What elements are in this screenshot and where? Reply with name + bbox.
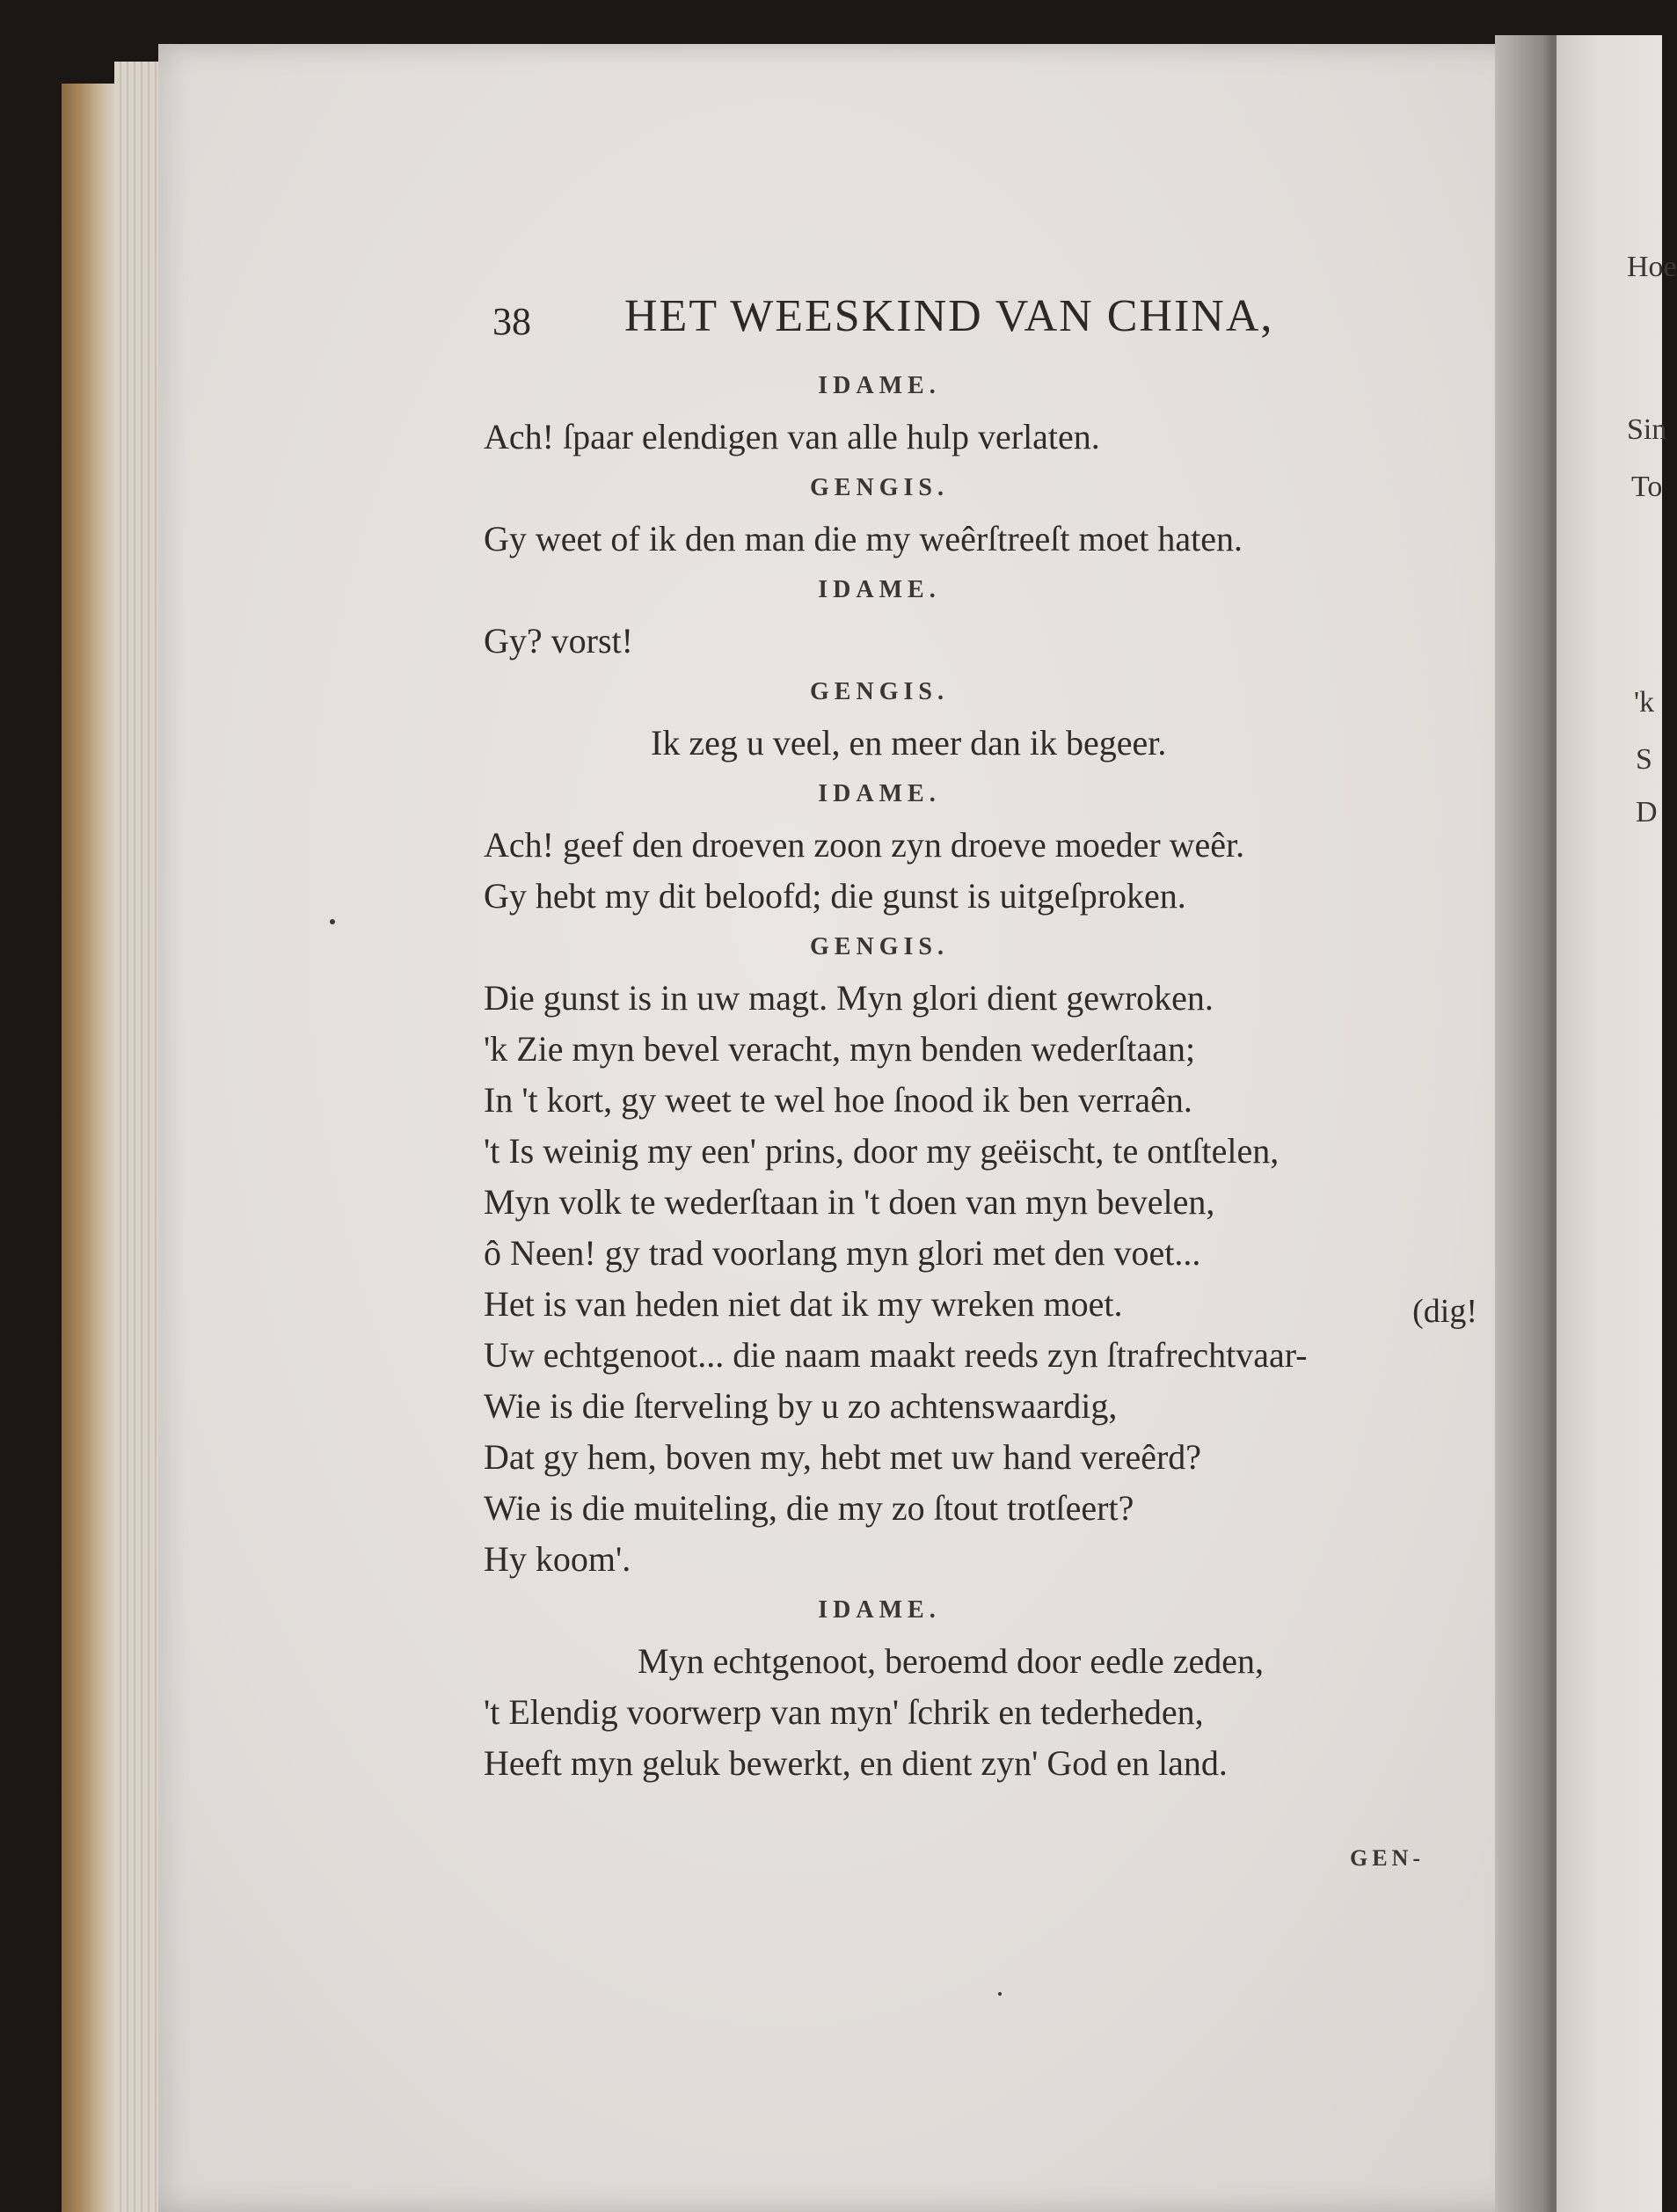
verse-text: Uw echtgenoot... die naam maakt reeds zyn ſtrafrechtvaar- bbox=[484, 1335, 1308, 1375]
speaker-name bbox=[484, 361, 1275, 412]
verse-text: Gy weet of ik den man die my weêrſtreeſt moet haten. bbox=[484, 519, 1243, 558]
verse-text: 'k Zie myn bevel veracht, myn benden wederſtaan; bbox=[484, 1029, 1196, 1069]
verse-text: 't Is weinig my een' prins, door my geëischt, te ontſtelen, bbox=[484, 1131, 1280, 1171]
verse-text: Het is van heden niet dat ik my wreken moet. bbox=[484, 1284, 1123, 1324]
speaker-label: IDAME. bbox=[818, 372, 941, 399]
verse-line bbox=[484, 514, 1451, 565]
verse-text: Gy hebt my dit beloofd; die gunst is uitgeſproken. bbox=[484, 876, 1186, 916]
running-title: HET WEESKIND VAN CHINA, bbox=[624, 291, 1274, 341]
facing-fragment: D bbox=[1636, 796, 1658, 829]
verse-text: Hy koom'. bbox=[484, 1539, 631, 1579]
speaker-label: IDAME. bbox=[818, 576, 941, 603]
paper-speck bbox=[998, 1992, 1002, 1996]
verse-text: Ik zeg u veel, en meer dan ik begeer. bbox=[651, 723, 1167, 763]
verse-line bbox=[484, 718, 1451, 769]
verse-line bbox=[484, 412, 1451, 463]
verse-line bbox=[484, 1687, 1451, 1738]
verse-line bbox=[484, 1279, 1477, 1330]
speaker-name bbox=[484, 769, 1275, 820]
verse-text: Ach! geef den droeven zoon zyn droeve moeder weêr. bbox=[484, 825, 1245, 865]
verse-line bbox=[484, 1177, 1451, 1228]
verse-line bbox=[484, 1228, 1451, 1279]
verse-line bbox=[484, 1483, 1451, 1534]
verse-text: ô Neen! gy trad voorlang myn glori met den voet... bbox=[484, 1233, 1201, 1273]
verse-line bbox=[484, 1381, 1451, 1432]
verse-line bbox=[484, 1534, 1451, 1585]
speaker-name bbox=[484, 667, 1275, 718]
catchword: GEN- bbox=[1350, 1845, 1425, 1871]
verse-line bbox=[484, 1636, 1451, 1687]
paper-speck bbox=[330, 919, 335, 924]
verse-text: Heeft myn geluk bewerkt, en dient zyn' God en land. bbox=[484, 1743, 1228, 1783]
facing-fragment: S bbox=[1636, 743, 1652, 776]
speaker-label: IDAME. bbox=[818, 1596, 941, 1624]
facing-fragment: To bbox=[1631, 471, 1663, 503]
verse-line bbox=[484, 1126, 1451, 1177]
verse-text: Dat gy hem, boven my, hebt met uw hand vereêrd? bbox=[484, 1437, 1202, 1477]
verse-line bbox=[484, 1432, 1451, 1483]
speaker-label: GENGIS. bbox=[810, 678, 949, 705]
speaker-name bbox=[484, 463, 1275, 514]
verse-line bbox=[484, 1738, 1451, 1789]
speaker-name bbox=[484, 565, 1275, 616]
facing-fragment: Sin bbox=[1627, 413, 1667, 446]
verse-text: Gy? vorst! bbox=[484, 621, 633, 661]
verse-line bbox=[484, 1024, 1451, 1075]
verse-text: Ach! ſpaar elendigen van alle hulp verlaten. bbox=[484, 417, 1100, 456]
verse-line bbox=[484, 1330, 1451, 1381]
page-number: 38 bbox=[492, 300, 531, 343]
facing-page bbox=[1557, 35, 1677, 2212]
play-text bbox=[484, 361, 1477, 1789]
verse-line bbox=[484, 820, 1451, 871]
speaker-label: IDAME. bbox=[818, 780, 941, 807]
facing-fragment: 'k bbox=[1634, 686, 1655, 719]
speaker-name bbox=[484, 922, 1275, 973]
verse-text: Myn echtgenoot, beroemd door eedle zeden, bbox=[638, 1641, 1264, 1681]
verse-line bbox=[484, 973, 1451, 1024]
speaker-label: GENGIS. bbox=[810, 474, 949, 501]
verse-text: 't Elendig voorwerp van myn' ſchrik en tederheden, bbox=[484, 1692, 1204, 1732]
verse-text: Wie is die ſterveling by u zo achtenswaardig, bbox=[484, 1386, 1118, 1426]
verse-text: Wie is die muiteling, die my zo ſtout trotſeert? bbox=[484, 1488, 1134, 1528]
verse-text: Myn volk te wederſtaan in 't doen van myn bevelen, bbox=[484, 1182, 1215, 1222]
verse-line bbox=[484, 1075, 1451, 1126]
speaker-label: GENGIS. bbox=[810, 933, 949, 960]
running-head bbox=[492, 290, 1337, 361]
verse-line bbox=[484, 871, 1451, 922]
verse-text: Die gunst is in uw magt. Myn glori dient gewroken. bbox=[484, 978, 1214, 1018]
verse-line bbox=[484, 616, 1451, 667]
speaker-name bbox=[484, 1585, 1275, 1636]
margin-note: (dig! bbox=[1412, 1293, 1477, 1330]
verse-text: In 't kort, gy weet te wel hoe ſnood ik ben verraên. bbox=[484, 1080, 1192, 1120]
facing-fragment: Hoe bbox=[1627, 251, 1677, 283]
